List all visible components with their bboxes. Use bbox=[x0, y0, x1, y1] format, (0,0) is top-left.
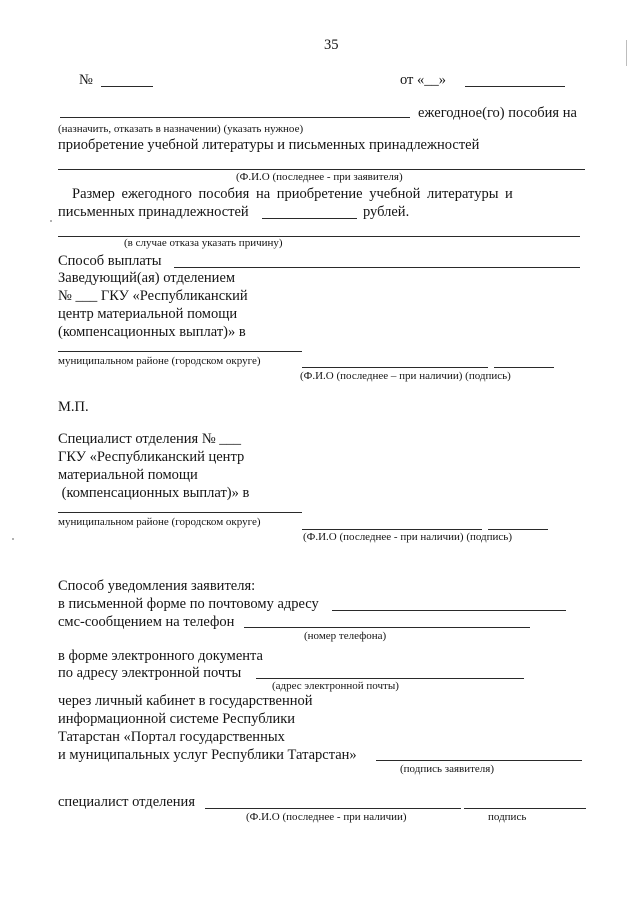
amount-line-2-suffix: рублей. bbox=[363, 204, 410, 220]
specialist-district-line bbox=[58, 512, 302, 513]
purpose-text: приобретение учебной литературы и письменных принадлежностей bbox=[58, 137, 480, 153]
benefit-text: ежегодное(го) пособия на bbox=[418, 105, 577, 121]
payment-line bbox=[174, 267, 580, 268]
footer-fio-line bbox=[205, 808, 461, 809]
specialist-line-1: Специалист отделения № ___ bbox=[58, 431, 242, 447]
head-line-4: (компенсационных выплат)» в bbox=[58, 324, 246, 340]
applicant-sign-hint: (подпись заявителя) bbox=[400, 763, 495, 775]
footer-sign-label: подпись bbox=[488, 811, 527, 823]
number-label: № bbox=[79, 72, 93, 88]
applicant-fio-line bbox=[58, 169, 585, 170]
head-district-line bbox=[58, 351, 302, 352]
specialist-fio-line bbox=[302, 529, 482, 530]
amount-line bbox=[262, 218, 357, 219]
number-line bbox=[101, 86, 153, 87]
date-line bbox=[465, 86, 565, 87]
page-number: 35 bbox=[324, 37, 339, 53]
decision-hint: (назначить, отказать в назначении) (указать нужное) bbox=[58, 123, 304, 135]
applicant-fio-hint: (Ф.И.О (последнее - при заявителя) bbox=[236, 171, 403, 183]
notification-title: Способ уведомления заявителя: bbox=[58, 578, 256, 594]
footer-fio-hint: (Ф.И.О (последнее - при наличии) bbox=[246, 811, 407, 823]
specialist-line-4: (компенсационных выплат)» в bbox=[58, 485, 250, 501]
cabinet-line-4: и муниципальных услуг Республики Татарстан» bbox=[58, 747, 357, 763]
head-line-2: № ___ ГКУ «Республиканский bbox=[58, 288, 248, 304]
head-line-1: Заведующий(ая) отделением bbox=[58, 270, 236, 286]
notification-postal: в письменной форме по почтовому адресу bbox=[58, 596, 319, 612]
head-district: муниципальном районе (городском округе) bbox=[58, 355, 261, 367]
postal-address-line bbox=[332, 610, 566, 611]
head-line-3: центр материальной помощи bbox=[58, 306, 238, 322]
phone-line bbox=[244, 627, 530, 628]
specialist-district: муниципальном районе (городском округе) bbox=[58, 516, 261, 528]
stamp-label: М.П. bbox=[58, 399, 89, 415]
notification-edoc-1: в форме электронного документа bbox=[58, 648, 263, 664]
applicant-sign-line bbox=[376, 760, 582, 761]
footer-specialist-label: специалист отделения bbox=[58, 794, 195, 810]
notification-edoc-2: по адресу электронной почты bbox=[58, 665, 242, 681]
payment-label: Способ выплаты bbox=[58, 253, 162, 269]
footer-sign-line bbox=[464, 808, 586, 809]
cabinet-line-1: через личный кабинет в государственной bbox=[58, 693, 313, 709]
scan-edge-mark bbox=[626, 40, 627, 66]
specialist-sign-hint: (Ф.И.О (последнее - при наличии) (подпись) bbox=[303, 531, 512, 543]
email-line bbox=[256, 678, 524, 679]
head-sign-hint: (Ф.И.О (последнее – при наличии) (подпись) bbox=[300, 370, 511, 382]
head-sign-line bbox=[494, 367, 554, 368]
specialist-sign-line bbox=[488, 529, 548, 530]
phone-hint: (номер телефона) bbox=[304, 630, 387, 642]
cabinet-line-3: Татарстан «Портал государственных bbox=[58, 729, 285, 745]
email-hint: (адрес электронной почты) bbox=[272, 680, 399, 692]
date-label: от «__» bbox=[400, 72, 447, 88]
notification-sms: смс-сообщением на телефон bbox=[58, 614, 235, 630]
refusal-hint: (в случае отказа указать причину) bbox=[124, 237, 283, 249]
decision-line bbox=[60, 117, 410, 118]
specialist-line-2: ГКУ «Республиканский центр bbox=[58, 449, 245, 465]
specialist-line-3: материальной помощи bbox=[58, 467, 198, 483]
amount-line-2-prefix: письменных принадлежностей bbox=[58, 204, 249, 220]
cabinet-line-2: информационной системе Республики bbox=[58, 711, 296, 727]
head-fio-line bbox=[302, 367, 488, 368]
amount-line-1: Размер ежегодного пособия на приобретение учебной литературы и bbox=[72, 186, 513, 202]
scan-speck bbox=[12, 538, 14, 540]
scan-speck bbox=[50, 220, 52, 222]
